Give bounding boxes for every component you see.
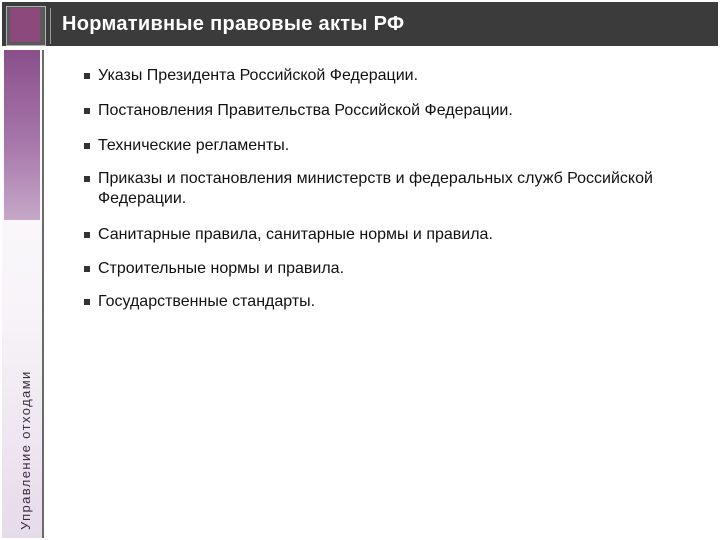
side-band-rule: [42, 50, 44, 538]
bullet-marker: [84, 176, 90, 182]
bullet-marker: [84, 232, 90, 238]
header-bar: [2, 2, 718, 46]
side-band-accent: [4, 50, 40, 220]
list-item: [84, 225, 684, 245]
list-item-text: Указы Президента Российской Федерации.: [98, 67, 419, 84]
side-label: Управление отходами: [18, 370, 33, 530]
bullet-marker: [84, 73, 90, 79]
header-accent-square: [10, 8, 40, 42]
list-item-text: Технические регламенты.: [98, 137, 290, 154]
list-item: [84, 292, 684, 312]
bullet-marker: [84, 299, 90, 305]
list-item-text: Приказы и постановления министерств и федеральных служб Российской Федерации.: [98, 170, 653, 207]
list-item: [84, 136, 684, 156]
header-divider: [50, 8, 51, 44]
list-item: [84, 66, 684, 86]
bullet-marker: [84, 108, 90, 114]
list-item: [84, 169, 664, 209]
list-item-text: Постановления Правительства Российской Федерации.: [98, 102, 513, 119]
list-item-text: Санитарные правила, санитарные нормы и правила.: [98, 226, 493, 243]
bullet-marker: [84, 143, 90, 149]
page-title: Нормативные правовые акты РФ: [62, 13, 405, 35]
list-item: [84, 259, 684, 279]
list-item-text: Государственные стандарты.: [98, 293, 316, 310]
list-item: [84, 101, 684, 121]
list-item-text: Строительные нормы и правила.: [98, 260, 345, 277]
bullet-marker: [84, 266, 90, 272]
